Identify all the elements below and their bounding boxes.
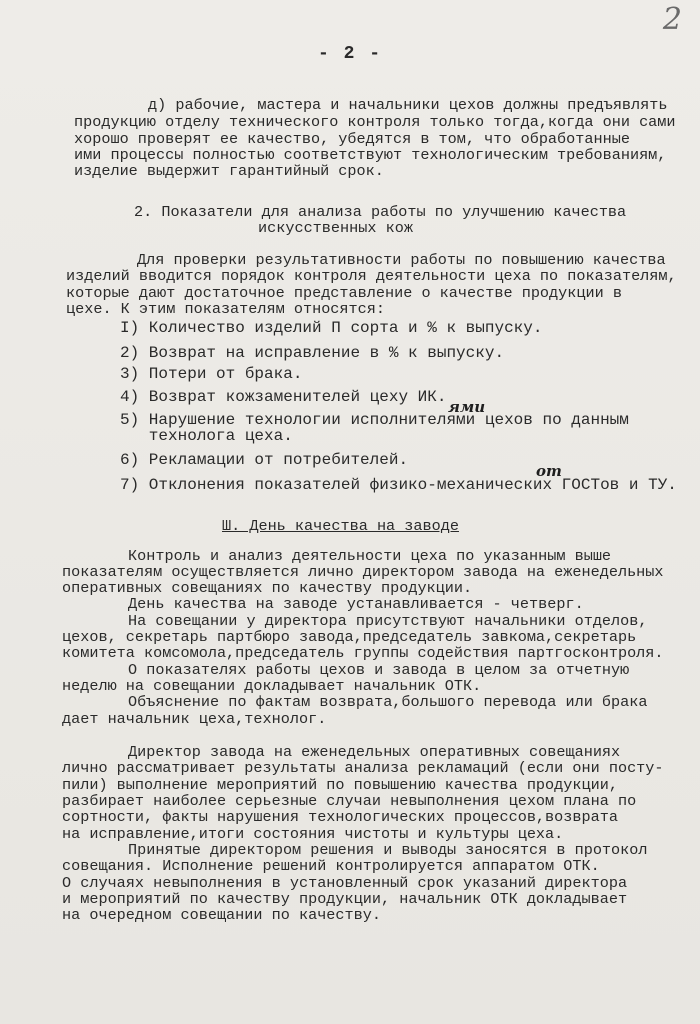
list-item: 6) Рекламации от потребителей.	[120, 451, 409, 469]
text-line: совещания. Исполнение решений контролируется аппаратом ОТК.	[62, 857, 600, 875]
text-line: О показателях работы цехов и завода в целом за отчетную	[128, 661, 630, 679]
list-item: 5) Нарушение технологии исполнителями цехов по данным	[120, 411, 629, 429]
section-3-heading: Ш. День качества на заводе	[222, 517, 459, 535]
text-line: продукцию отделу технического контроля только тогда,когда они сами	[74, 113, 676, 131]
text-line: д) рабочие, мастера и начальники цехов должны предъявлять	[148, 96, 668, 114]
handwritten-insertion: от	[536, 462, 562, 480]
text-line: изделие выдержит гарантийный срок.	[74, 162, 384, 180]
text-line: и мероприятий по качеству продукции, начальник ОТК докладывает	[62, 890, 628, 908]
text-line: на исправление,итоги состояния чистоты и культуры цеха.	[62, 825, 564, 843]
text-line: неделю на совещании докладывает начальник ОТК.	[62, 677, 482, 695]
list-item: 2) Возврат на исправление в % к выпуску.	[120, 344, 505, 362]
text-line: разбирает наиболее серьезные случаи невыполнения цехом плана по	[62, 792, 637, 810]
text-line: О случаях невыполнения в установленный срок указаний директора	[62, 874, 628, 892]
text-line: ими процессы полностью соответствуют технологическим требованиям,	[74, 146, 667, 164]
list-item: 3) Потери от брака.	[120, 365, 303, 383]
text-line: пили) выполнение мероприятий по повышению качества продукции,	[62, 776, 618, 794]
text-line: хорошо проверят ее качество, убедятся в том, что обработанные	[74, 130, 630, 148]
text-line: День качества на заводе устанавливается - четверг.	[128, 595, 584, 613]
text-line: цехе. К этим показателям относятся:	[66, 300, 385, 318]
text-line: сортности, факты нарушения технологических процессов,возврата	[62, 808, 618, 826]
handwritten-insertion: ями	[448, 398, 486, 416]
text-line: на очередном совещании по качеству.	[62, 906, 381, 924]
text-line: изделий вводится порядок контроля деятельности цеха по показателям,	[66, 267, 677, 285]
list-item: 7) Отклонения показателей физико-механических ГОСТов и ТУ.	[120, 476, 677, 494]
text-line: лично рассматривает результаты анализа рекламаций (если они посту-	[62, 759, 664, 777]
list-item: I) Количество изделий П сорта и % к выпуску.	[120, 319, 543, 337]
list-item: технолога цеха.	[120, 427, 293, 445]
text-line: дает начальник цеха,технолог.	[62, 710, 327, 728]
text-line: оперативных совещаниях по качеству продукции.	[62, 579, 473, 597]
section-title-line: искусственных кож	[258, 219, 413, 237]
section-title-line: 2. Показатели для анализа работы по улучшению качества	[134, 203, 627, 221]
text-line: показателям осуществляется лично директором завода на еженедельных	[62, 563, 664, 581]
handwritten-page-mark: 2	[662, 2, 682, 37]
list-item: 4) Возврат кожзаменителей цеху ИК.	[120, 388, 447, 406]
text-line: Объяснение по фактам возврата,большого перевода или брака	[128, 693, 648, 711]
page-number: - 2 -	[317, 44, 382, 64]
text-line: Директор завода на еженедельных оперативных совещаниях	[128, 743, 621, 761]
text-line: На совещании у директора присутствуют начальники отделов,	[128, 612, 648, 630]
text-line: цехов, секретарь партбюро завода,председатель завкома,секретарь	[62, 628, 637, 646]
text-line: Контроль и анализ деятельности цеха по указанным выше	[128, 547, 612, 565]
text-line: которые дают достаточное представление о качестве продукции в	[66, 284, 622, 302]
text-line: Принятые директором решения и выводы заносятся в протокол	[128, 841, 648, 859]
text-line: комитета комсомола,председатель группы содействия партгосконтроля.	[62, 644, 664, 662]
text-line: Для проверки результативности работы по повышению качества	[137, 251, 666, 269]
